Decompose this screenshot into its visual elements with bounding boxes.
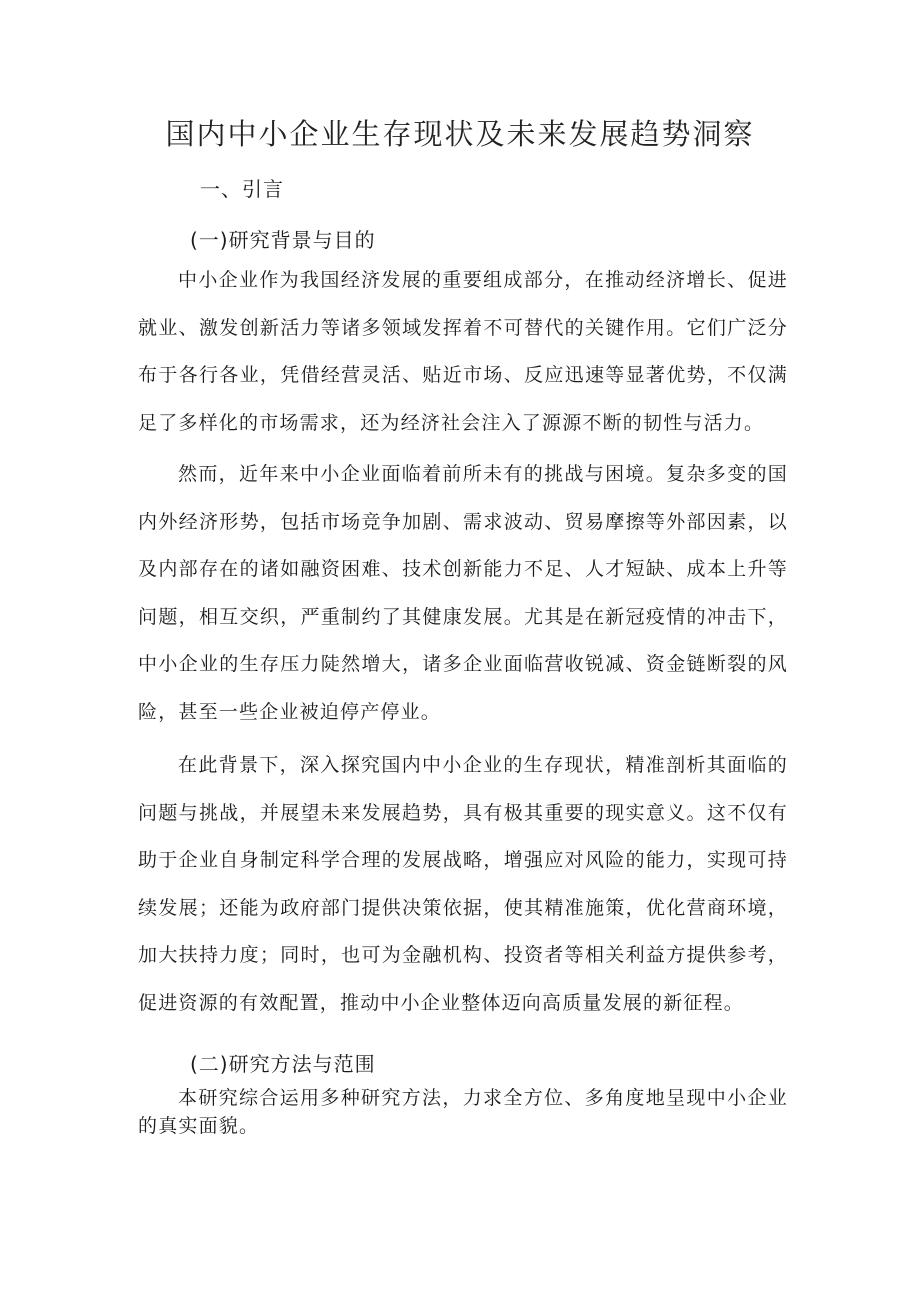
section-heading-introduction: 一、引言 [200, 177, 284, 201]
paragraph-significance: 在此背景下，深入探究国内中小企业的生存现状，精准剖析其面临的问题与挑战，并展望未来发展趋势，具有极其重要的现实意义。这不仅有助于企业自身制定科学合理的发展战略，增强应对风险的能力，实现可持续发展；还能为政府部门提供决策依据，使其精准施策，优化营商环境，加大扶持力度；同时，也可为金融机构、投资者等相关利益方提供参考，促进资源的有效配置，推动中小企业整体迈向高质量发展的新征程。 [138, 754, 788, 1014]
subsection-heading-methods: (二)研究方法与范围 [190, 1052, 376, 1076]
subsection-heading-background: (一)研究背景与目的 [190, 228, 376, 252]
paragraph-methods: 本研究综合运用多种研究方法，力求全方位、多角度地呈现中小企业的真实面貌。 [138, 1087, 788, 1137]
document-title: 国内中小企业生存现状及未来发展趋势洞察 [165, 117, 755, 151]
paragraph-role-of-smes: 中小企业作为我国经济发展的重要组成部分，在推动经济增长、促进就业、激发创新活力等诸多领域发挥着不可替代的关键作用。它们广泛分布于各行各业，凭借经营灵活、贴近市场、反应迅速等显著优势，不仅满足了多样化的市场需求，还为经济社会注入了源源不断的韧性与活力。 [138, 269, 788, 434]
paragraph-challenges: 然而，近年来中小企业面临着前所未有的挑战与困境。复杂多变的国内外经济形势，包括市场竞争加剧、需求波动、贸易摩擦等外部因素，以及内部存在的诸如融资困难、技术创新能力不足、人才短缺、成本上升等问题，相互交织，严重制约了其健康发展。尤其是在新冠疫情的冲击下，中小企业的生存压力陡然增大，诸多企业面临营收锐减、资金链断裂的风险，甚至一些企业被迫停产停业。 [138, 463, 788, 723]
